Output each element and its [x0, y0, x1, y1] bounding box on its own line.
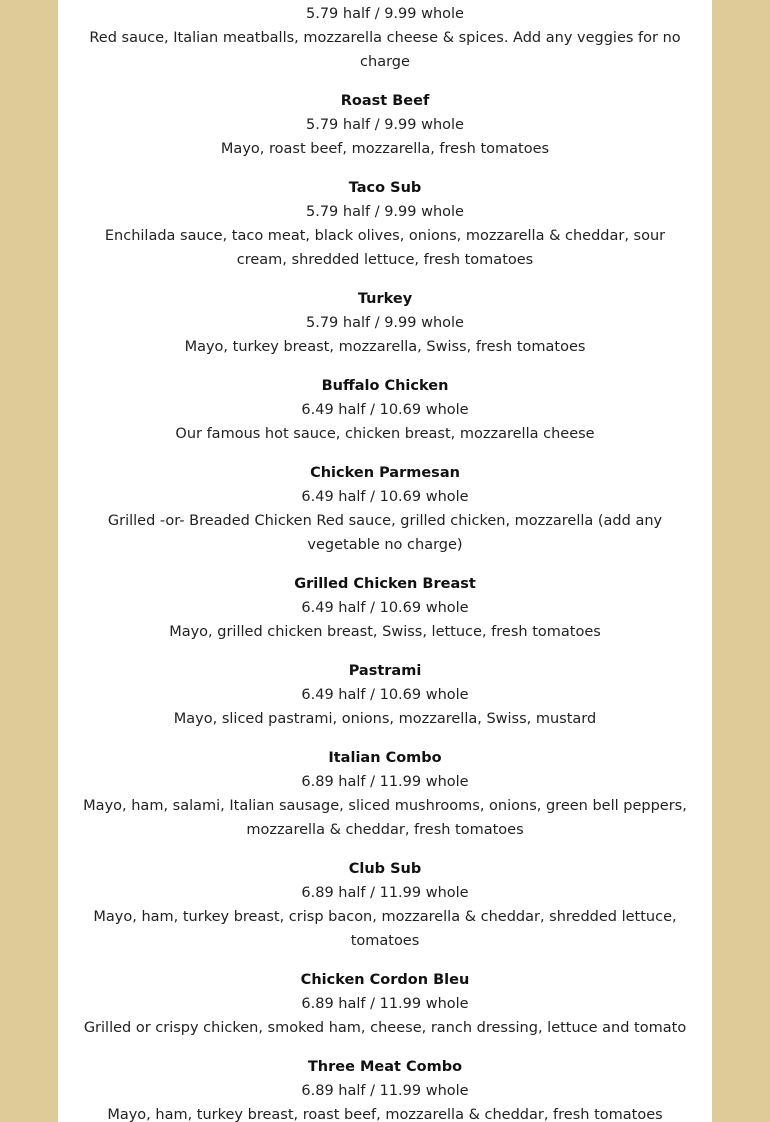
menu-item-club-sub — [78, 857, 692, 953]
menu-item-three-meat-combo — [78, 1055, 692, 1122]
menu-list — [58, 2, 712, 1122]
menu-item-italian-combo — [78, 746, 692, 842]
menu-item-roast-beef — [78, 89, 692, 161]
menu-item-grilled-chicken-breast — [78, 572, 692, 644]
menu-item-buffalo-chicken — [78, 374, 692, 446]
item-description: Grilled -or- Breaded Chicken Red sauce, grilled chicken, mozzarella (add any vegetable no charge) — [107, 513, 663, 553]
item-description: Enchilada sauce, taco meat, black olives, onions, mozzarella & cheddar, sour cream, shredded lettuce, fresh tomatoes — [104, 228, 666, 268]
menu-item-chicken-parmesan — [78, 461, 692, 557]
item-description: Mayo, sliced pastrami, onions, mozzarella, Swiss, mustard — [173, 711, 597, 727]
menu-item-taco-sub — [78, 176, 692, 272]
menu-item-chicken-cordon-bleu — [78, 968, 692, 1040]
item-price: 5.79 half / 9.99 whole — [306, 204, 464, 220]
item-price: 6.89 half / 11.99 whole — [301, 1083, 469, 1099]
item-name: Buffalo Chicken — [321, 378, 449, 394]
item-description: Mayo, roast beef, mozzarella, fresh tomatoes — [220, 141, 550, 157]
item-price: 6.89 half / 11.99 whole — [301, 774, 469, 790]
item-name: Roast Beef — [340, 93, 430, 109]
item-price: 6.89 half / 11.99 whole — [301, 996, 469, 1012]
item-name: Pastrami — [348, 663, 422, 679]
item-name: Chicken Parmesan — [310, 465, 460, 481]
item-description: Grilled or crispy chicken, smoked ham, cheese, ranch dressing, lettuce and tomato — [83, 1020, 687, 1036]
item-name: Italian Combo — [328, 750, 442, 766]
menu-item-turkey — [78, 287, 692, 359]
item-name: Chicken Cordon Bleu — [300, 972, 470, 988]
item-price: 6.49 half / 10.69 whole — [301, 489, 469, 505]
item-description: Mayo, ham, turkey breast, roast beef, mozzarella & cheddar, fresh tomatoes — [107, 1107, 663, 1122]
item-name: Three Meat Combo — [307, 1059, 463, 1075]
item-price: 5.79 half / 9.99 whole — [306, 315, 464, 331]
item-price: 6.49 half / 10.69 whole — [301, 402, 469, 418]
item-name: Turkey — [357, 291, 413, 307]
item-description: Our famous hot sauce, chicken breast, mozzarella cheese — [175, 426, 595, 442]
item-description: Mayo, ham, salami, Italian sausage, sliced mushrooms, onions, green bell peppers, mozzarella & cheddar, fresh tomatoes — [83, 798, 687, 838]
item-description: Red sauce, Italian meatballs, mozzarella cheese & spices. Add any veggies for no charge — [89, 30, 681, 70]
menu-page — [58, 0, 712, 1122]
item-name: Taco Sub — [348, 180, 422, 196]
menu-item-meatball — [78, 2, 692, 74]
menu-item-pastrami — [78, 659, 692, 731]
item-name: Club Sub — [348, 861, 422, 877]
item-price: 6.89 half / 11.99 whole — [301, 885, 469, 901]
item-price: 6.49 half / 10.69 whole — [301, 600, 469, 616]
item-price: 5.79 half / 9.99 whole — [306, 6, 464, 22]
item-description: Mayo, ham, turkey breast, crisp bacon, mozzarella & cheddar, shredded lettuce, tomatoes — [93, 909, 677, 949]
item-name: Grilled Chicken Breast — [294, 576, 476, 592]
item-price: 6.49 half / 10.69 whole — [301, 687, 469, 703]
item-description: Mayo, turkey breast, mozzarella, Swiss, fresh tomatoes — [184, 339, 586, 355]
item-price: 5.79 half / 9.99 whole — [306, 117, 464, 133]
item-description: Mayo, grilled chicken breast, Swiss, lettuce, fresh tomatoes — [169, 624, 601, 640]
